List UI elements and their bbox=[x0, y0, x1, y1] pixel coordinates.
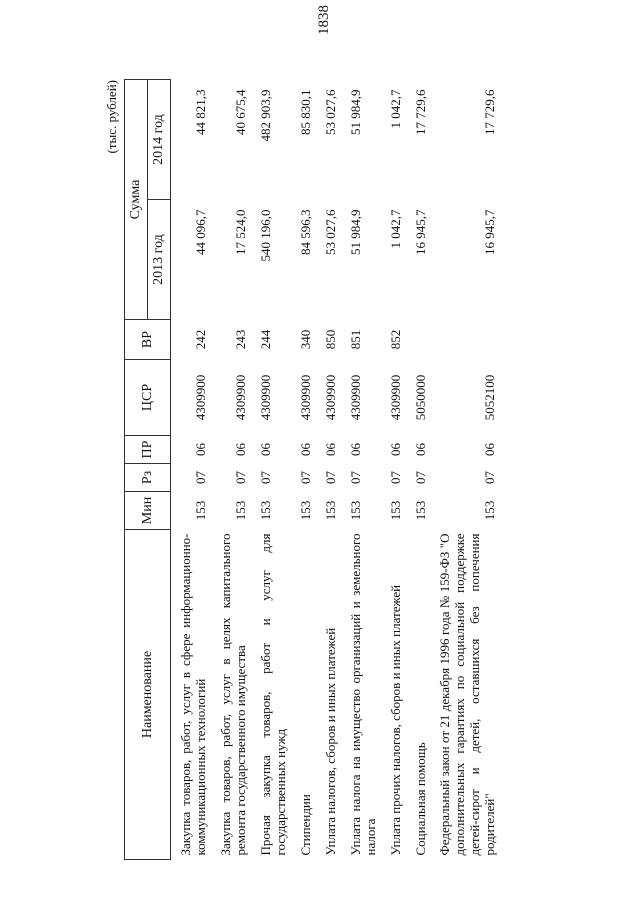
row-pr: 06 bbox=[297, 443, 313, 456]
table-row bbox=[211, 80, 251, 860]
row-2014: 40 675,4 bbox=[233, 89, 248, 135]
row-rz: 07 bbox=[387, 471, 403, 484]
row-vr: 340 bbox=[297, 329, 313, 350]
row-2014: 17 729,6 bbox=[482, 89, 498, 135]
row-pr: 06 bbox=[482, 443, 498, 456]
header-rz: Рз bbox=[125, 464, 171, 492]
row-2014: 51 984,9 bbox=[347, 89, 363, 135]
page-number: 1838 bbox=[316, 5, 332, 35]
row-rz: 07 bbox=[233, 471, 248, 484]
row-csr: 4309900 bbox=[347, 374, 363, 421]
row-2013: 540 196,0 bbox=[257, 209, 273, 262]
table-row bbox=[381, 80, 406, 860]
row-rz: 07 bbox=[347, 471, 363, 484]
row-2013: 16 945,7 bbox=[482, 209, 498, 255]
row-name: Уплата прочих налогов, сборов и иных платежей bbox=[387, 584, 403, 856]
row-2014: 1 042,7 bbox=[387, 89, 403, 129]
row-name: Уплата налога на имущество организаций и земельного налога bbox=[347, 533, 378, 856]
row-csr: 5052100 bbox=[482, 374, 498, 421]
row-rz: 07 bbox=[193, 471, 209, 484]
table-row bbox=[341, 80, 381, 860]
row-2014: 17 729,6 bbox=[412, 89, 428, 135]
row-min: 153 bbox=[297, 500, 313, 521]
row-rz: 07 bbox=[482, 471, 498, 484]
row-2013: 17 524,0 bbox=[233, 209, 248, 255]
header-csr: ЦСР bbox=[125, 360, 171, 436]
row-rz: 07 bbox=[297, 471, 313, 484]
row-2013: 1 042,7 bbox=[387, 209, 403, 249]
table-row bbox=[406, 80, 431, 860]
row-pr: 06 bbox=[387, 443, 403, 456]
row-name: Социальная помощь bbox=[412, 742, 428, 856]
row-rz: 07 bbox=[412, 471, 428, 484]
row-min: 153 bbox=[412, 500, 428, 521]
row-vr: 244 bbox=[257, 329, 273, 350]
units-label: (тыс. рублей) bbox=[104, 80, 119, 154]
row-name: Прочая закупка товаров, работ и услуг для государственных нужд bbox=[257, 533, 288, 856]
header-name: Наименование bbox=[125, 530, 171, 860]
row-pr: 06 bbox=[322, 443, 338, 456]
table-row bbox=[430, 80, 500, 860]
row-csr: 4309900 bbox=[297, 374, 313, 421]
row-csr: 4309900 bbox=[322, 374, 338, 421]
row-2014: 85 830,1 bbox=[297, 89, 313, 135]
row-csr: 4309900 bbox=[257, 374, 273, 421]
header-sum: Сумма bbox=[125, 80, 148, 320]
row-vr: 852 bbox=[387, 329, 403, 350]
row-vr bbox=[430, 320, 500, 360]
row-rz: 07 bbox=[257, 471, 273, 484]
row-pr: 06 bbox=[233, 443, 248, 456]
row-2013: 51 984,9 bbox=[347, 209, 363, 255]
row-csr: 5050000 bbox=[412, 374, 428, 421]
table-row bbox=[171, 80, 211, 860]
row-name: Уплата налогов, сборов и иных платежей bbox=[322, 627, 338, 856]
row-min: 153 bbox=[193, 500, 209, 521]
header-vr: ВР bbox=[125, 320, 171, 360]
row-2013: 53 027,6 bbox=[322, 209, 338, 255]
table-row bbox=[251, 80, 291, 860]
row-name: Стипендии bbox=[297, 794, 313, 856]
row-2013: 44 096,7 bbox=[193, 209, 209, 255]
row-vr: 243 bbox=[233, 329, 248, 350]
header-pr: ПР bbox=[125, 436, 171, 464]
row-2014: 482 903,9 bbox=[257, 89, 273, 142]
row-name: Федеральный закон от 21 декабря 1996 года № 159-ФЗ "О дополнительных гарантиях по социальной поддержке детей-сирот и детей, оставшихся без попечения родителей" bbox=[437, 533, 498, 856]
row-vr bbox=[406, 320, 431, 360]
row-name: Закупка товаров, работ, услуг в сфере информационно-коммуникационных технологий bbox=[178, 533, 209, 856]
row-min: 153 bbox=[233, 500, 248, 521]
row-2013: 84 596,3 bbox=[297, 209, 313, 255]
row-csr: 4309900 bbox=[387, 374, 403, 421]
row-rz: 07 bbox=[322, 471, 338, 484]
row-2014: 53 027,6 bbox=[322, 89, 338, 135]
row-vr: 850 bbox=[322, 329, 338, 350]
row-vr: 242 bbox=[193, 329, 209, 350]
row-min: 153 bbox=[482, 500, 498, 521]
row-name: Закупка товаров, работ, услуг в целях капитального ремонта государственного имущества bbox=[218, 533, 248, 856]
table-row bbox=[291, 80, 316, 860]
header-min: Мин bbox=[125, 492, 171, 530]
row-2014: 44 821,3 bbox=[193, 89, 209, 135]
budget-table bbox=[124, 79, 500, 860]
row-pr: 06 bbox=[347, 443, 363, 456]
row-pr: 06 bbox=[193, 443, 209, 456]
row-csr: 4309900 bbox=[233, 374, 248, 421]
header-row bbox=[125, 80, 148, 860]
row-csr: 4309900 bbox=[193, 374, 209, 421]
document-body bbox=[100, 80, 560, 860]
row-2013: 16 945,7 bbox=[412, 209, 428, 255]
row-min: 153 bbox=[387, 500, 403, 521]
row-pr: 06 bbox=[412, 443, 428, 456]
row-vr: 851 bbox=[347, 329, 363, 350]
row-min: 153 bbox=[322, 500, 338, 521]
table-row bbox=[316, 80, 341, 860]
row-min: 153 bbox=[347, 500, 363, 521]
header-2014: 2014 год bbox=[148, 80, 171, 200]
row-min: 153 bbox=[257, 500, 273, 521]
header-2013: 2013 год bbox=[148, 200, 171, 320]
row-pr: 06 bbox=[257, 443, 273, 456]
